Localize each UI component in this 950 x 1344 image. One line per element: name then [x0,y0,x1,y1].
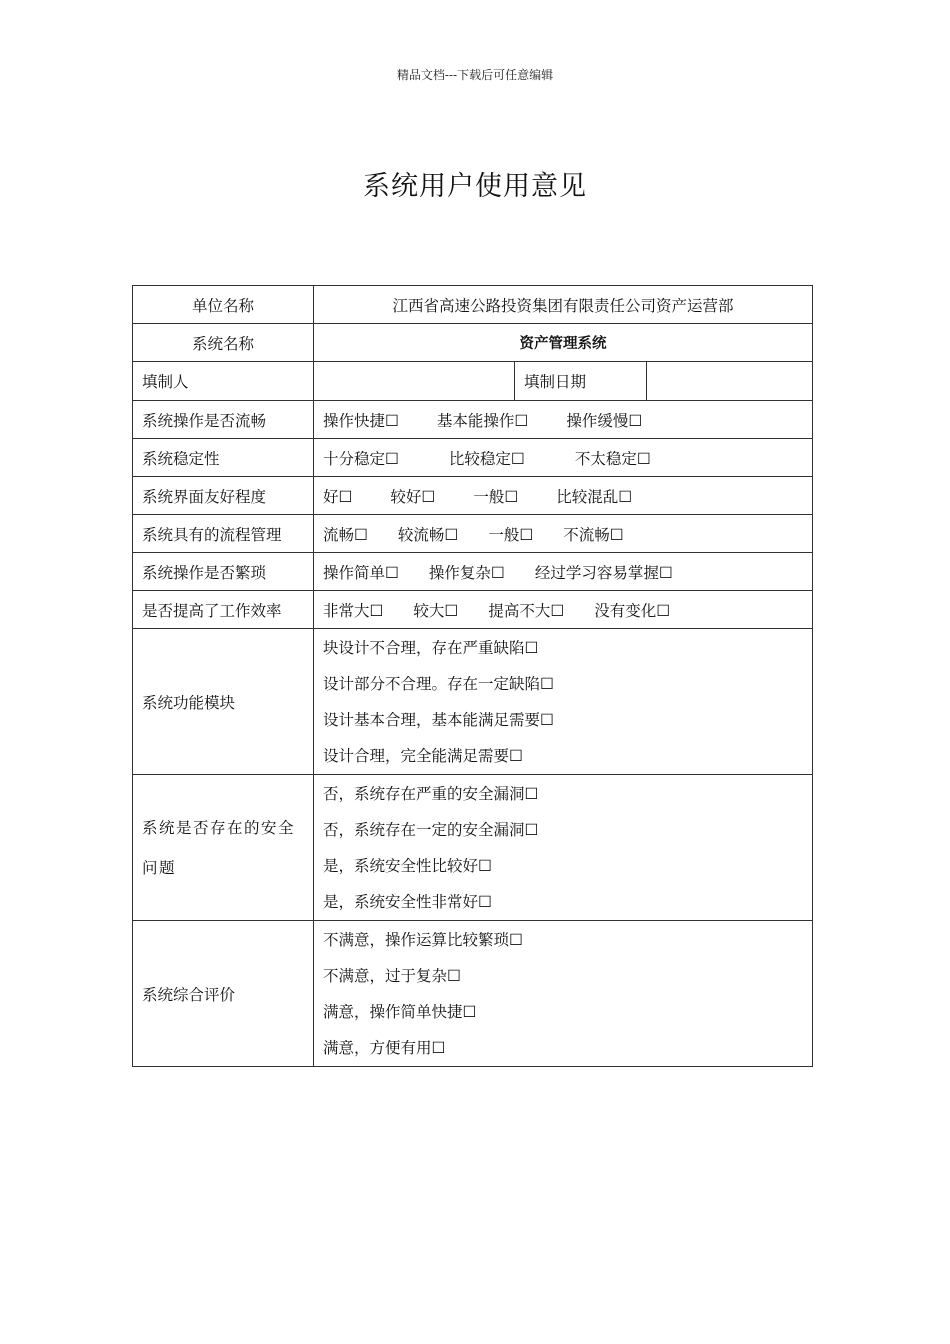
overall-option-checkbox[interactable]: 不满意，操作运算比较繁琐☐ [323,930,523,949]
workflow-option-checkbox[interactable]: 流畅☐ [323,525,368,544]
workflow-option-checkbox[interactable]: 一般☐ [488,525,534,544]
security-option-checkbox[interactable]: 是，系统安全性比较好☐ [323,856,492,875]
fluency-option-checkbox[interactable]: 基本能操作☐ [436,411,529,430]
unit-value: 江西省高速公路投资集团有限责任公司资产运营部 [314,286,813,324]
overall-label: 系统综合评价 [133,921,314,1067]
modules-options [314,629,813,775]
modules-option-checkbox[interactable]: 块设计不合理，存在严重缺陷☐ [323,638,539,657]
stability-label: 系统稳定性 [133,439,314,477]
stability-option-checkbox[interactable]: 比较稳定☐ [448,449,525,468]
workflow-option-checkbox[interactable]: 较流畅☐ [397,525,459,544]
modules-option-checkbox[interactable]: 设计部分不合理。存在一定缺陷☐ [323,674,554,693]
row-unit [133,286,813,324]
complexity-option-checkbox[interactable]: 操作简单☐ [323,563,399,582]
overall-option-checkbox[interactable]: 满意，方便有用☐ [323,1038,446,1057]
fluency-option-checkbox[interactable]: 操作快捷☐ [323,411,399,430]
security-label [133,775,314,921]
efficiency-option-checkbox[interactable]: 没有变化☐ [594,601,671,620]
system-value: 资产管理系统 [314,324,813,362]
fluency-option-checkbox[interactable]: 操作缓慢☐ [566,411,643,430]
modules-label: 系统功能模块 [133,629,314,775]
workflow-options [314,515,813,553]
complexity-option-checkbox[interactable]: 操作复杂☐ [428,563,505,582]
efficiency-option-checkbox[interactable]: 非常大☐ [323,601,384,620]
header-note: 精品文档---下载后可任意编辑 [396,68,554,82]
overall-option-checkbox[interactable]: 不满意，过于复杂☐ [323,966,461,985]
system-label: 系统名称 [133,324,314,362]
modules-option-checkbox[interactable]: 设计合理，完全能满足需要☐ [323,746,523,765]
interface-label: 系统界面友好程度 [133,477,314,515]
complexity-option-checkbox[interactable]: 经过学习容易掌握☐ [534,563,673,582]
feedback-form-table [132,285,813,1067]
filler-cell [314,362,813,401]
security-option-checkbox[interactable]: 否，系统存在严重的安全漏洞☐ [323,784,539,803]
stability-option-checkbox[interactable]: 不太稳定☐ [574,449,651,468]
workflow-option-checkbox[interactable]: 不流畅☐ [563,525,624,544]
row-system [133,324,813,362]
row-complexity [133,553,813,591]
date-field[interactable] [647,362,812,400]
interface-option-checkbox[interactable]: 比较混乱☐ [556,487,633,506]
complexity-label: 系统操作是否繁琐 [133,553,314,591]
complexity-options [314,553,813,591]
row-filler [133,362,813,401]
interface-options [314,477,813,515]
interface-option-checkbox[interactable]: 好☐ [323,487,353,506]
row-efficiency [133,591,813,629]
interface-option-checkbox[interactable]: 一般☐ [473,487,519,506]
security-option-checkbox[interactable]: 否，系统存在一定的安全漏洞☐ [323,820,539,839]
interface-option-checkbox[interactable]: 较好☐ [390,487,436,506]
modules-option-checkbox[interactable]: 设计基本合理，基本能满足需要☐ [323,710,554,729]
row-fluency [133,401,813,439]
page-title: 系统用户使用意见 [363,171,587,202]
security-label-line2: 问题 [142,858,177,877]
efficiency-label: 是否提高了工作效率 [133,591,314,629]
stability-option-checkbox[interactable]: 十分稳定☐ [323,449,399,468]
row-overall [133,921,813,1067]
row-workflow [133,515,813,553]
overall-options [314,921,813,1067]
efficiency-options [314,591,813,629]
fluency-options [314,401,813,439]
workflow-label: 系统具有的流程管理 [133,515,314,553]
security-option-checkbox[interactable]: 是，系统安全性非常好☐ [323,892,492,911]
efficiency-option-checkbox[interactable]: 提高不大☐ [488,601,565,620]
row-interface [133,477,813,515]
filler-field[interactable] [314,362,515,400]
unit-label: 单位名称 [133,286,314,324]
stability-options [314,439,813,477]
row-stability [133,439,813,477]
fluency-label: 系统操作是否流畅 [133,401,314,439]
row-modules [133,629,813,775]
security-options [314,775,813,921]
date-label: 填制日期 [515,362,647,400]
overall-option-checkbox[interactable]: 满意，操作简单快捷☐ [323,1002,477,1021]
filler-label: 填制人 [133,362,314,401]
security-label-line1: 系统是否存在的安全 [142,818,296,837]
efficiency-option-checkbox[interactable]: 较大☐ [413,601,459,620]
row-security [133,775,813,921]
